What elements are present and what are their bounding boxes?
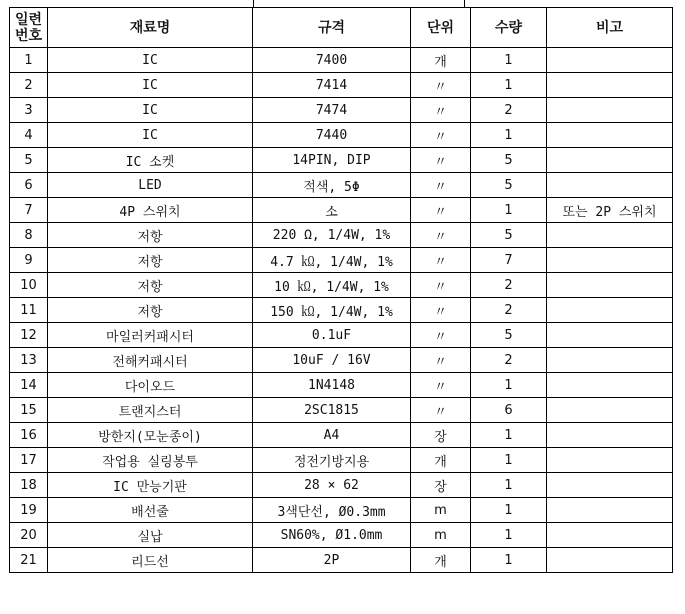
cell-serial-number: 17: [10, 448, 48, 473]
cell-material-name: 저항: [48, 273, 253, 298]
cell-unit: 〃: [411, 248, 471, 273]
table-row: [10, 123, 673, 148]
cell-remarks: [547, 98, 673, 123]
cell-unit: 〃: [411, 98, 471, 123]
cell-serial-number: 14: [10, 373, 48, 398]
cell-unit: 〃: [411, 148, 471, 173]
cell-quantity: 1: [471, 123, 547, 148]
cell-specification: 4.7 ㏀, 1/4W, 1%: [253, 248, 411, 273]
cell-remarks: [547, 398, 673, 423]
cell-serial-number: 19: [10, 498, 48, 523]
cell-material-name: 배선줄: [48, 498, 253, 523]
cell-specification: 28 × 62: [253, 473, 411, 498]
cell-specification: 7474: [253, 98, 411, 123]
cell-material-name: 저항: [48, 298, 253, 323]
cell-material-name: IC 만능기판: [48, 473, 253, 498]
cell-serial-number: 11: [10, 298, 48, 323]
table-row: [10, 473, 673, 498]
cell-serial-number: 13: [10, 348, 48, 373]
cell-quantity: 1: [471, 48, 547, 73]
table-row: [10, 448, 673, 473]
table-row: [10, 498, 673, 523]
cell-specification: SN60%, Ø1.0mm: [253, 523, 411, 548]
cell-remarks: [547, 48, 673, 73]
cell-quantity: 1: [471, 73, 547, 98]
cell-specification: 적색, 5Φ: [253, 173, 411, 198]
cell-remarks: [547, 73, 673, 98]
cell-remarks: [547, 498, 673, 523]
cell-remarks: [547, 473, 673, 498]
cell-material-name: 리드선: [48, 548, 253, 573]
cell-serial-number: 3: [10, 98, 48, 123]
table-row: [10, 198, 673, 223]
header-specification: 규격: [253, 8, 411, 48]
cell-remarks: [547, 548, 673, 573]
cell-unit: 〃: [411, 223, 471, 248]
cell-material-name: 마일러커패시터: [48, 323, 253, 348]
table-row: [10, 323, 673, 348]
cell-quantity: 7: [471, 248, 547, 273]
cell-remarks: [547, 373, 673, 398]
cell-specification: 정전기방지용: [253, 448, 411, 473]
cell-specification: 150 ㏀, 1/4W, 1%: [253, 298, 411, 323]
cell-unit: 개: [411, 448, 471, 473]
cell-specification: 소: [253, 198, 411, 223]
cell-remarks: [547, 323, 673, 348]
cell-unit: m: [411, 523, 471, 548]
cell-remarks: [547, 448, 673, 473]
cell-serial-number: 2: [10, 73, 48, 98]
cell-unit: 장: [411, 473, 471, 498]
table-row: [10, 273, 673, 298]
table-row: [10, 248, 673, 273]
cell-remarks: [547, 148, 673, 173]
header-quantity: 수량: [471, 8, 547, 48]
cell-serial-number: 9: [10, 248, 48, 273]
cell-material-name: 트랜지스터: [48, 398, 253, 423]
cell-quantity: 1: [471, 423, 547, 448]
cell-material-name: 4P 스위치: [48, 198, 253, 223]
cell-unit: 〃: [411, 198, 471, 223]
cell-material-name: IC: [48, 73, 253, 98]
cell-unit: 〃: [411, 273, 471, 298]
cell-quantity: 2: [471, 298, 547, 323]
cell-specification: 10uF / 16V: [253, 348, 411, 373]
cell-unit: 개: [411, 48, 471, 73]
cell-remarks: [547, 123, 673, 148]
cell-serial-number: 16: [10, 423, 48, 448]
table-row: [10, 298, 673, 323]
cell-remarks: [547, 273, 673, 298]
cell-unit: 〃: [411, 398, 471, 423]
cell-quantity: 6: [471, 398, 547, 423]
cell-unit: m: [411, 498, 471, 523]
cell-specification: 1N4148: [253, 373, 411, 398]
cell-unit: 〃: [411, 373, 471, 398]
cell-quantity: 5: [471, 173, 547, 198]
cell-quantity: 2: [471, 348, 547, 373]
header-remarks: 비고: [547, 8, 673, 48]
table-row: [10, 173, 673, 198]
cell-quantity: 1: [471, 373, 547, 398]
cell-material-name: IC: [48, 48, 253, 73]
cell-serial-number: 21: [10, 548, 48, 573]
cell-quantity: 1: [471, 523, 547, 548]
cell-serial-number: 6: [10, 173, 48, 198]
cell-unit: 〃: [411, 173, 471, 198]
cell-material-name: 저항: [48, 223, 253, 248]
cell-quantity: 5: [471, 323, 547, 348]
cell-unit: 개: [411, 548, 471, 573]
table-row: [10, 73, 673, 98]
cell-specification: 3색단선, Ø0.3mm: [253, 498, 411, 523]
cell-unit: 장: [411, 423, 471, 448]
cell-remarks: [547, 173, 673, 198]
table-header-row: [10, 8, 673, 48]
table-body: [10, 48, 673, 573]
cell-quantity: 1: [471, 548, 547, 573]
cell-serial-number: 8: [10, 223, 48, 248]
table-row: [10, 398, 673, 423]
cell-serial-number: 12: [10, 323, 48, 348]
top-divider-right: [464, 0, 465, 7]
cell-material-name: 실납: [48, 523, 253, 548]
cell-quantity: 1: [471, 198, 547, 223]
cell-specification: A4: [253, 423, 411, 448]
cell-material-name: IC 소켓: [48, 148, 253, 173]
cell-serial-number: 4: [10, 123, 48, 148]
cell-serial-number: 15: [10, 398, 48, 423]
cell-material-name: IC: [48, 123, 253, 148]
cell-remarks: [547, 248, 673, 273]
table-row: [10, 223, 673, 248]
cell-specification: 2P: [253, 548, 411, 573]
table-row: [10, 48, 673, 73]
materials-table: [9, 7, 673, 573]
cell-specification: 7400: [253, 48, 411, 73]
cell-remarks: [547, 523, 673, 548]
table-row: [10, 98, 673, 123]
cell-material-name: 작업용 실링봉투: [48, 448, 253, 473]
cell-material-name: 다이오드: [48, 373, 253, 398]
table-row: [10, 148, 673, 173]
cell-specification: 220 Ω, 1/4W, 1%: [253, 223, 411, 248]
header-unit: 단위: [411, 8, 471, 48]
cell-unit: 〃: [411, 123, 471, 148]
cell-specification: 7414: [253, 73, 411, 98]
header-material-name: 재료명: [48, 8, 253, 48]
cell-remarks: 또는 2P 스위치: [547, 198, 673, 223]
cell-quantity: 2: [471, 98, 547, 123]
cell-remarks: [547, 423, 673, 448]
cell-quantity: 2: [471, 273, 547, 298]
cell-specification: 0.1uF: [253, 323, 411, 348]
table-row: [10, 523, 673, 548]
table-row: [10, 548, 673, 573]
cell-serial-number: 7: [10, 198, 48, 223]
cell-serial-number: 20: [10, 523, 48, 548]
cell-material-name: LED: [48, 173, 253, 198]
cell-serial-number: 5: [10, 148, 48, 173]
cell-quantity: 1: [471, 498, 547, 523]
cell-remarks: [547, 348, 673, 373]
cell-unit: 〃: [411, 73, 471, 98]
cell-serial-number: 1: [10, 48, 48, 73]
top-divider-left: [253, 0, 254, 7]
cell-unit: 〃: [411, 298, 471, 323]
cell-material-name: 저항: [48, 248, 253, 273]
cell-quantity: 1: [471, 448, 547, 473]
cell-unit: 〃: [411, 323, 471, 348]
cell-quantity: 5: [471, 223, 547, 248]
cell-specification: 7440: [253, 123, 411, 148]
cell-material-name: 전해커패시터: [48, 348, 253, 373]
cell-serial-number: 10: [10, 273, 48, 298]
header-serial-number: 일련 번호: [10, 8, 48, 48]
cell-unit: 〃: [411, 348, 471, 373]
cell-specification: 2SC1815: [253, 398, 411, 423]
cell-serial-number: 18: [10, 473, 48, 498]
cell-material-name: 방한지(모눈종이): [48, 423, 253, 448]
cell-specification: 14PIN, DIP: [253, 148, 411, 173]
cell-remarks: [547, 223, 673, 248]
cell-material-name: IC: [48, 98, 253, 123]
cell-specification: 10 ㏀, 1/4W, 1%: [253, 273, 411, 298]
cell-remarks: [547, 298, 673, 323]
table-row: [10, 423, 673, 448]
table-row: [10, 348, 673, 373]
cell-quantity: 5: [471, 148, 547, 173]
table-row: [10, 373, 673, 398]
cell-quantity: 1: [471, 473, 547, 498]
